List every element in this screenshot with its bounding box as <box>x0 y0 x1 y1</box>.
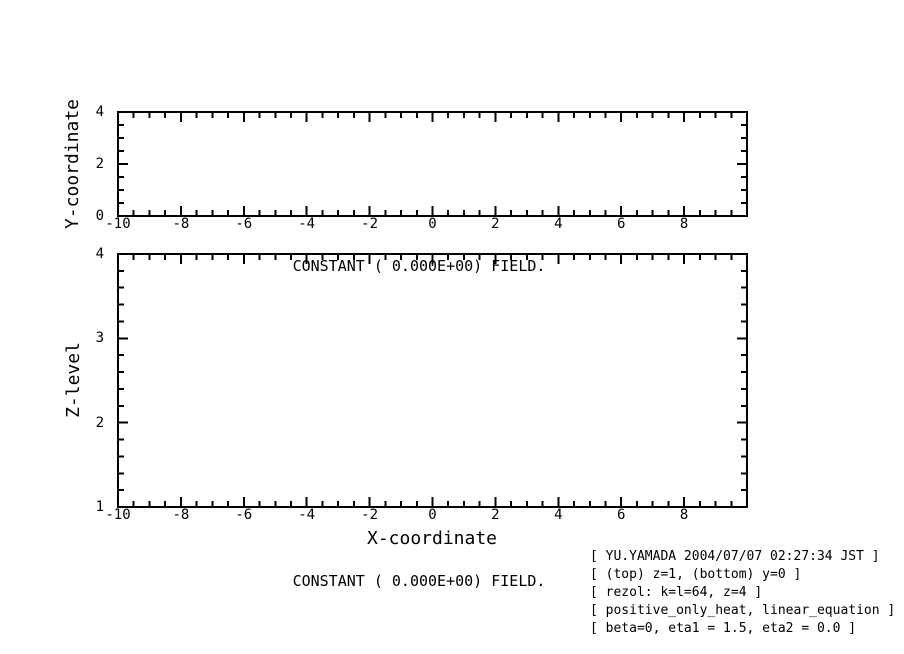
info-line: [ positive_only_heat, linear_equation ] <box>590 603 896 618</box>
x-tick-label: -6 <box>235 507 253 523</box>
info-line: [ beta=0, eta1 = 1.5, eta2 = 0.0 ] <box>590 621 857 636</box>
info-line: [ (top) z=1, (bottom) y=0 ] <box>590 567 802 582</box>
bottom-panel-title: CONSTANT ( 0.000E+00) FIELD. <box>292 257 546 275</box>
x-tick-label: 2 <box>491 216 500 232</box>
x-tick-label: 0 <box>428 507 437 523</box>
x-tick-label: -6 <box>235 216 253 232</box>
x-tick-label: 8 <box>679 507 689 523</box>
x-tick-label: -8 <box>172 216 190 232</box>
top-panel-y-axis-label: Y-coordinate <box>62 98 83 230</box>
x-tick-label: -10 <box>105 507 131 523</box>
x-tick-label: 0 <box>428 216 437 232</box>
y-tick-label: 2 <box>95 156 104 172</box>
x-tick-label: 6 <box>616 507 626 523</box>
x-tick-label: 4 <box>554 216 563 232</box>
y-tick-label: 1 <box>95 499 104 515</box>
x-axis-label: X-coordinate <box>366 528 498 549</box>
x-tick-label: -2 <box>361 216 379 232</box>
y-tick-label: 2 <box>95 414 104 431</box>
figure-caption: CONSTANT ( 0.000E+00) FIELD. <box>292 572 546 590</box>
y-tick-label: 3 <box>95 330 104 347</box>
x-tick-label: -8 <box>172 507 190 523</box>
x-tick-label: -4 <box>298 216 316 232</box>
x-tick-label: -10 <box>105 216 131 232</box>
bottom-panel-y-axis-label: Z-level <box>63 342 84 418</box>
y-tick-label: 0 <box>95 208 104 224</box>
y-tick-label: 4 <box>95 104 104 120</box>
x-tick-label: 6 <box>616 216 626 232</box>
info-line: [ rezol: k=l=64, z=4 ] <box>590 585 763 600</box>
info-block <box>590 548 895 638</box>
x-tick-label: -2 <box>361 507 379 523</box>
x-tick-label: 8 <box>679 216 689 232</box>
y-tick-label: 4 <box>95 246 104 262</box>
x-tick-label: 4 <box>554 507 563 523</box>
info-line: [ YU.YAMADA 2004/07/07 02:27:34 JST ] <box>590 549 880 564</box>
x-tick-label: -4 <box>298 507 316 523</box>
x-tick-label: 2 <box>491 507 500 523</box>
